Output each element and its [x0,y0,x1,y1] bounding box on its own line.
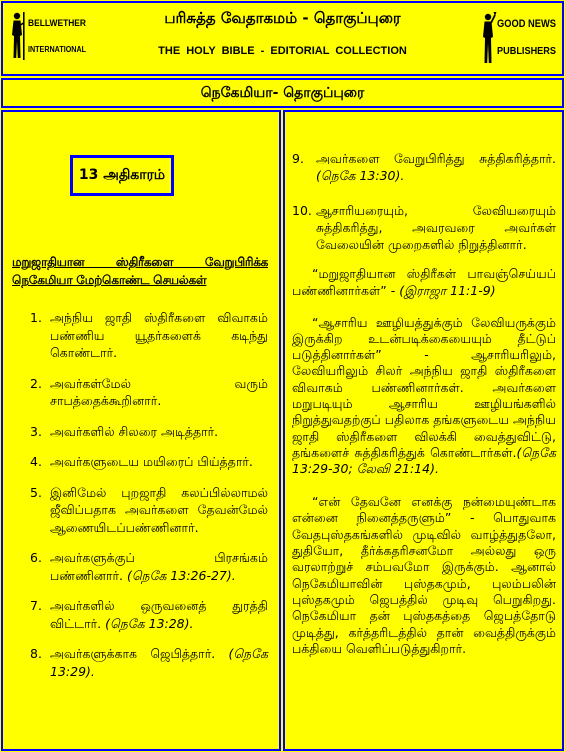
item-number: 1. [30,310,42,325]
item-number: 6. [30,550,42,565]
left-column [1,110,281,751]
item-number: 3. [30,423,42,439]
item-number: 7. [30,598,42,613]
list-item [30,423,268,441]
section-heading: மறுஜாதியான ஸ்திரீகளை வேறுபிரிக்க நெகேமியா மேற்கொண்ட செயல்கள் [12,255,268,287]
list-item [30,484,268,537]
action-list [30,309,268,693]
list-item [30,375,268,410]
item-text: அவர்கள்மேல் வரும் சாபத்தைக்கூறினார். [50,375,268,408]
item-number: 4. [30,454,42,469]
logo-text-line2: INTERNATIONAL [28,45,87,54]
item-text: அவர்களுக்குப் பிரசங்கம் பண்ணினார். [50,550,268,583]
chapter-label: 13 அதிகாரம் [70,155,174,196]
scripture-reference: (இராஜா 11:1-9) [399,282,496,298]
item-number: 8. [30,646,42,661]
item-text: ஆசாரியரையும், லேவியரையும் சுத்திகரித்து, அவரவரை அவர்கள் வேலையின் முறைகளில் நிறுத்தினார். [316,202,556,252]
item-number: 5. [30,484,42,500]
item-number: 2. [30,375,42,391]
paragraph-text: “ஆசாரிய ஊழியத்துக்கும் லேவியருக்கும் இருக்கிற உடன்படிக்கையையும் தீட்டுப் படுத்தினார்கள்” - ஆசாரியரிலும், லேவியரிலும் சிலர் அந்நிய ஜாதி ஸ்திரீகளை விவாகம் பண்ணினார்கள். அவர்களை மறுபடியும் ஆசாரிய ஊழியங்களில் நிறுத்துவதற்குப் பதிலாக தங்களுடைய அந்நிய ஜாதி ஸ்திரீகளை விலக்கி வைத்துவிட்டு, தங்களைச் சுத்திகரித்துக் கொண்டார்கள். [292,314,556,460]
collection-title-tamil: பரிசுத்த வேதாகமம் - தொகுப்புரை [164,9,401,27]
shepherd-icon [12,12,25,60]
page-header [1,1,564,76]
commentary-paragraph [292,315,556,478]
logo-text-line1: GOOD NEWS [497,18,556,30]
book-title: நெகேமியா- தொகுப்புரை [200,85,365,101]
paragraph-text: “என் தேவனே எனக்கு நன்மையுண்டாக என்னை நினைத்தருளும்” - பொதுவாக வேதபுஸ்தகங்களில் முடிவில் வாழ்த்துதலோ, துதியோ, தீர்க்கதரிசனமோ அல்லது ஒரு வரலாற்றுச் சம்பவமோ இருக்கும். ஆனால் நெகேமியாவின் புஸ்தகமும், புலம்பலின் புஸ்தகமும் ஜெபத்தில் முடிவு பெறுகிறது. நெகேமியா தன் புஸ்தகத்தை ஜெபத்தோடு முடித்து, கர்த்தரிடத்தில் தான் வைத்திருக்கும் பக்தியை வெளிப்படுத்துகிறார். [292,494,556,656]
item-text: அந்நிய ஜாதி ஸ்திரீகளை விவாகம் பண்ணிய யூதர்களைக் கடிந்து கொண்டார். [50,310,268,360]
item-text: அவர்களில் ஒருவனைத் துரத்தி விட்டார். [50,598,268,631]
item-text: அவர்களை வேறுபிரித்து சுத்திகரித்தார். [316,150,556,166]
item-text: அவர்களுடைய மயிரைப் பிய்த்தார். [50,454,253,469]
scripture-reference: (நெகே 13:26-27). [126,567,236,583]
logo-text-line2: PUBLISHERS [497,46,557,57]
right-column-content [292,150,556,658]
scripture-reference: (நெகே 13:29-30; லேவி 21:14). [292,444,556,477]
list-item [292,150,556,184]
list-item [30,309,268,362]
right-column [283,110,564,751]
quote-text: “மறுஜாதியான ஸ்திரீகள் பாவஞ்செய்யப் பண்ணினார்கள்” - [292,265,556,298]
book-title-bar [1,78,564,108]
item-number: 10. [292,202,312,218]
list-item [30,549,268,584]
list-item [30,597,268,632]
logo-text-line1: BELLWETHER [28,18,87,28]
list-item [30,645,268,680]
bellwether-logo [7,8,89,68]
item-text: இனிமேல் புறஜாதி கலப்பில்லாமல் ஜீவிப்பதாக அவர்களை தேவன்மேல் ஆணையிடப்பண்ணினார். [50,484,268,535]
good-news-publishers-logo [478,8,560,68]
scripture-reference: (நெகே 13:28). [105,615,194,631]
scripture-reference: (நெகே 13:30). [316,167,405,183]
list-item [30,453,268,471]
scripture-reference: (நெகே 13:29). [50,646,268,679]
item-number: 9. [292,150,304,166]
commentary-paragraph [292,494,556,657]
list-item [292,202,556,253]
item-text: அவர்களுக்காக ஜெபித்தார். [50,646,216,661]
item-text: அவர்களில் சிலரை அடித்தார். [50,423,219,439]
quote-paragraph [292,265,556,299]
herald-icon [483,12,497,63]
collection-title-english: THE HOLY BIBLE - EDITORIAL COLLECTION [158,45,407,57]
